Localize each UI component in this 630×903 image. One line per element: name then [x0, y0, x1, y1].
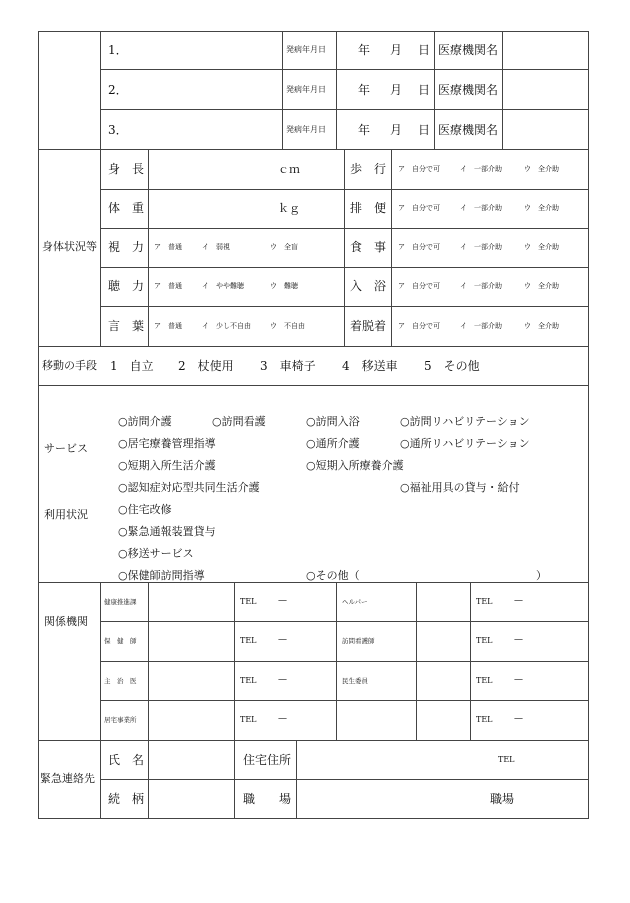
weight-unit: ｋｇ: [278, 202, 300, 215]
row-line: [100, 109, 589, 110]
mobility-label: 移動の手段: [42, 359, 97, 372]
adl-opt: ア 自分で可: [398, 282, 440, 290]
services-label-top: サービス: [44, 442, 88, 455]
service-item: ○訪問看護: [212, 415, 266, 428]
hospital-label: 医療機関名: [438, 43, 499, 57]
service-item: ○通所介護: [306, 437, 360, 450]
tel-dash: —: [278, 675, 287, 685]
tel-label: TEL: [476, 597, 493, 606]
month-label: 月: [390, 43, 403, 57]
service-item: ○通所リハビリテーション: [400, 437, 530, 450]
service-item: ○保健師訪問指導: [118, 569, 205, 582]
adl-opt: ア 自分で可: [398, 165, 440, 173]
tel-label: TEL: [476, 715, 493, 724]
month-label: 月: [390, 83, 403, 97]
tel-label: TEL: [240, 676, 257, 685]
illness-num: 1．: [108, 43, 128, 57]
row-line: [100, 661, 589, 662]
vision-opt: イ 弱視: [202, 243, 230, 251]
mobility-option: 5 その他: [424, 359, 480, 373]
emergency-label: 緊急連絡先: [40, 772, 95, 785]
height-label: 身 長: [108, 162, 145, 176]
service-item: ○居宅療養管理指導: [118, 437, 216, 450]
service-item: ○福祉用具の貸与・給付: [400, 481, 520, 494]
speech-opt: ア 普通: [154, 322, 182, 330]
tel-dash: —: [514, 675, 523, 685]
hospital-label: 医療機関名: [438, 123, 499, 137]
border-bottom: [38, 818, 589, 819]
row-line: [100, 700, 589, 701]
year-label: 年: [358, 43, 371, 57]
vision-opt: ウ 全盲: [270, 243, 298, 251]
tel-dash: —: [278, 596, 287, 606]
form-sheet: [38, 31, 589, 819]
service-item: ○短期入所生活介護: [118, 459, 216, 472]
emergency-address-label: 住宅住所: [243, 753, 292, 767]
emergency-work-label: 職 場: [243, 792, 292, 806]
col-line: [296, 740, 297, 819]
adl-opt: イ 一部介助: [460, 204, 502, 212]
adl-label-bath: 入 浴: [350, 279, 387, 293]
tel-dash: —: [278, 635, 287, 645]
service-item: ○訪問リハビリテーション: [400, 415, 530, 428]
border-right: [588, 31, 589, 819]
physical-section-label: 身体状況等: [42, 240, 97, 253]
agency-right: 訪問看護師: [342, 637, 375, 645]
agency-right: 民生委員: [342, 677, 368, 685]
hearing-opt: ウ 難聴: [270, 282, 298, 290]
col-line: [344, 149, 345, 346]
col-line: [282, 31, 283, 149]
service-item: ○移送サービス: [118, 547, 194, 560]
service-item: ○住宅改修: [118, 503, 172, 516]
section-line: [38, 346, 589, 347]
adl-opt: ウ 全介助: [524, 282, 559, 290]
adl-opt: ア 自分で可: [398, 243, 440, 251]
tel-label: TEL: [476, 676, 493, 685]
service-item: ○緊急通報装置貸与: [118, 525, 216, 538]
tel-dash: —: [514, 596, 523, 606]
illness-num: 3．: [108, 123, 128, 137]
adl-label-walk: 歩 行: [350, 162, 387, 176]
col-line: [100, 31, 101, 346]
vision-label: 視 力: [108, 240, 145, 254]
service-item: ）: [536, 569, 547, 582]
agencies-label: 関係機関: [44, 615, 88, 628]
adl-opt: ア 自分で可: [398, 204, 440, 212]
onset-label: 発病年月日: [286, 125, 326, 134]
service-item: ○訪問入浴: [306, 415, 360, 428]
col-line: [148, 740, 149, 819]
adl-opt: ウ 全介助: [524, 322, 559, 330]
adl-opt: イ 一部介助: [460, 322, 502, 330]
row-line: [100, 779, 589, 780]
mobility-option: 3 車椅子: [260, 359, 316, 373]
adl-opt: イ 一部介助: [460, 243, 502, 251]
tel-label: TEL: [476, 636, 493, 645]
emergency-tel-label: TEL: [498, 755, 515, 764]
agency-right: ヘルパー: [342, 598, 368, 606]
onset-label: 発病年月日: [286, 85, 326, 94]
col-line: [234, 740, 235, 819]
col-line: [434, 31, 435, 149]
col-line: [416, 582, 417, 740]
agency-left: 居宅事業所: [104, 716, 137, 724]
speech-label: 言 葉: [108, 319, 145, 333]
month-label: 月: [390, 123, 403, 137]
section-line: [38, 385, 589, 386]
adl-label-dress: 着脱着: [350, 319, 387, 333]
tel-dash: —: [278, 714, 287, 724]
adl-opt: ア 自分で可: [398, 322, 440, 330]
height-unit: ｃｍ: [278, 163, 300, 176]
onset-label: 発病年月日: [286, 45, 326, 54]
emergency-name-label: 氏 名: [108, 753, 145, 767]
col-line: [148, 582, 149, 740]
adl-opt: ウ 全介助: [524, 243, 559, 251]
mobility-option: 2 杖使用: [178, 359, 234, 373]
col-line: [234, 582, 235, 740]
border-top: [38, 31, 589, 32]
agency-left: 健康推進課: [104, 598, 137, 606]
border-left: [38, 31, 39, 819]
tel-dash: —: [514, 635, 523, 645]
adl-opt: イ 一部介助: [460, 165, 502, 173]
agency-left: 保 健 師: [104, 637, 137, 645]
col-line: [148, 149, 149, 346]
hospital-label: 医療機関名: [438, 83, 499, 97]
tel-label: TEL: [240, 715, 257, 724]
speech-opt: イ 少し不自由: [202, 322, 251, 330]
col-line: [502, 31, 503, 149]
adl-opt: ウ 全介助: [524, 204, 559, 212]
col-line: [336, 582, 337, 740]
day-label: 日: [418, 83, 431, 97]
tel-label: TEL: [240, 597, 257, 606]
service-item: ○短期入所療養介護: [306, 459, 404, 472]
mobility-option: 1 自立: [110, 359, 154, 373]
tel-label: TEL: [240, 636, 257, 645]
service-item: ○認知症対応型共同生活介護: [118, 481, 260, 494]
adl-opt: ウ 全介助: [524, 165, 559, 173]
year-label: 年: [358, 83, 371, 97]
speech-opt: ウ 不自由: [270, 322, 305, 330]
mobility-option: 4 移送車: [342, 359, 398, 373]
adl-opt: イ 一部介助: [460, 282, 502, 290]
hearing-opt: イ やや難聴: [202, 282, 244, 290]
vision-opt: ア 普通: [154, 243, 182, 251]
section-line: [38, 740, 589, 741]
col-line: [100, 582, 101, 819]
adl-label-meal: 食 事: [350, 240, 387, 254]
agency-left: 主 治 医: [104, 677, 137, 685]
illness-num: 2．: [108, 83, 128, 97]
section-line: [38, 149, 589, 150]
adl-label-toilet: 排 便: [350, 201, 387, 215]
emergency-relation-label: 続 柄: [108, 792, 145, 806]
row-line: [100, 69, 589, 70]
day-label: 日: [418, 43, 431, 57]
col-line: [336, 31, 337, 149]
col-line: [470, 582, 471, 740]
services-label-bottom: 利用状況: [44, 508, 88, 521]
hearing-opt: ア 普通: [154, 282, 182, 290]
hearing-label: 聴 力: [108, 279, 145, 293]
col-line: [391, 149, 392, 346]
tel-dash: —: [514, 714, 523, 724]
service-item: ○訪問介護: [118, 415, 172, 428]
weight-label: 体 重: [108, 201, 145, 215]
row-line: [100, 621, 589, 622]
day-label: 日: [418, 123, 431, 137]
service-item: ○その他（: [306, 569, 360, 582]
section-line: [38, 582, 589, 583]
emergency-work-label-2: 職場: [490, 792, 515, 806]
year-label: 年: [358, 123, 371, 137]
